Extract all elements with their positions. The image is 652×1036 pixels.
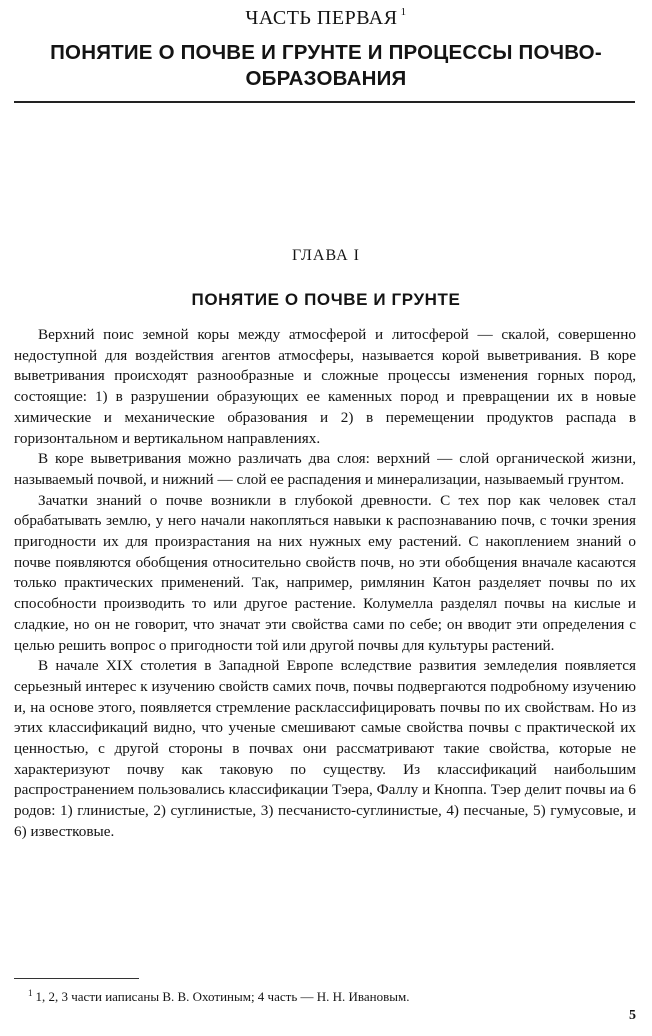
footnote-marker: 1: [28, 988, 33, 998]
paragraph-1: Верхний поис земной коры между атмосферой и литосферой — скалой, совершенно недоступной для воздействия агентов атмосферы, называется корой выветривания. В коре выветривания происходят разнообразные и сложные процессы изменения горных пород, состоящие: 1) в разрушении образующих ее каменных пород и превращении их в новые химические и механические образования и 2) в перемещении продуктов распада в горизонтальном и вертикальном направлениях.: [14, 326, 636, 447]
paragraph-4: В начале XIX столетия в Западной Европе вследствие развития земледелия появляется серьезный интерес к изучению свойств самих почв, почвы подвергаются подробному изучению и, на основе этого, появляется стремление расклассифицировать почвы по их свойствам. Но из этих классификаций видно, что ученые смешивают самые свойства почвы с практической их ценностью, с другой стороны в почвах они рассматривают такие свойства, которые не характеризуют почву как таковую по существу. Из классификаций наибольшим распространением пользовались классификации Тэера, Фаллу и Кноппа. Тэер делит почвы иа 6 родов: 1) глинистые, 2) суглинистые, 3) песчанисто-суглинистые, 4) песчаные, 5) гумусовые, и 6) известковые.: [14, 657, 636, 840]
main-title-line-2: ОБРАЗОВАНИЯ: [245, 67, 407, 90]
part-heading: [0, 6, 652, 30]
part-title-text: ЧАСТЬ ПЕРВАЯ: [245, 7, 398, 29]
main-title-line-1: ПОНЯТИЕ О ПОЧВЕ И ГРУНТЕ И ПРОЦЕССЫ ПОЧВО-: [50, 41, 602, 64]
part-footnote-marker: 1: [400, 6, 407, 18]
chapter-number: ГЛАВА I: [292, 247, 360, 264]
paragraph-3: Зачатки знаний о почве возникли в глубокой древности. С тех пор как человек стал обрабатывать землю, у него начали накопляться навыки к распознаванию почв, с точки зрения пригодности их для произрастания на них нужных ему растений. С накоплением знаний о почве появляются обобщения относительно свойств почв, но эти обобщения вначале касаются только практических применений. Так, например, римлянин Катон разделяет почвы по их способности производить то или другое растение. Колумелла разделял почвы на кислые и сладкие, но он не говорит, что значат эти свойства сами по себе; он вводит эти определения с целью решить вопрос о пригодности той или другой почвы для культуры растений.: [14, 491, 636, 654]
footnote: [28, 984, 628, 1006]
footnote-divider: [14, 978, 139, 979]
page-number: 5: [629, 1008, 636, 1023]
main-title: [10, 40, 642, 92]
paragraph-2: В коре выветривания можно различать два слоя: верхний — слой органической жизни, называемый почвой, и нижний — слой ее распадения и минерализации, называемый грунтом.: [14, 450, 636, 488]
footnote-text: 1, 2, 3 части иаписаны В. В. Охотиным; 4 часть — Н. Н. Ивановым.: [35, 989, 410, 1004]
chapter-title: ПОНЯТИЕ О ПОЧВЕ И ГРУНТЕ: [191, 290, 461, 309]
body-text: [14, 325, 636, 843]
title-divider: [14, 101, 635, 103]
